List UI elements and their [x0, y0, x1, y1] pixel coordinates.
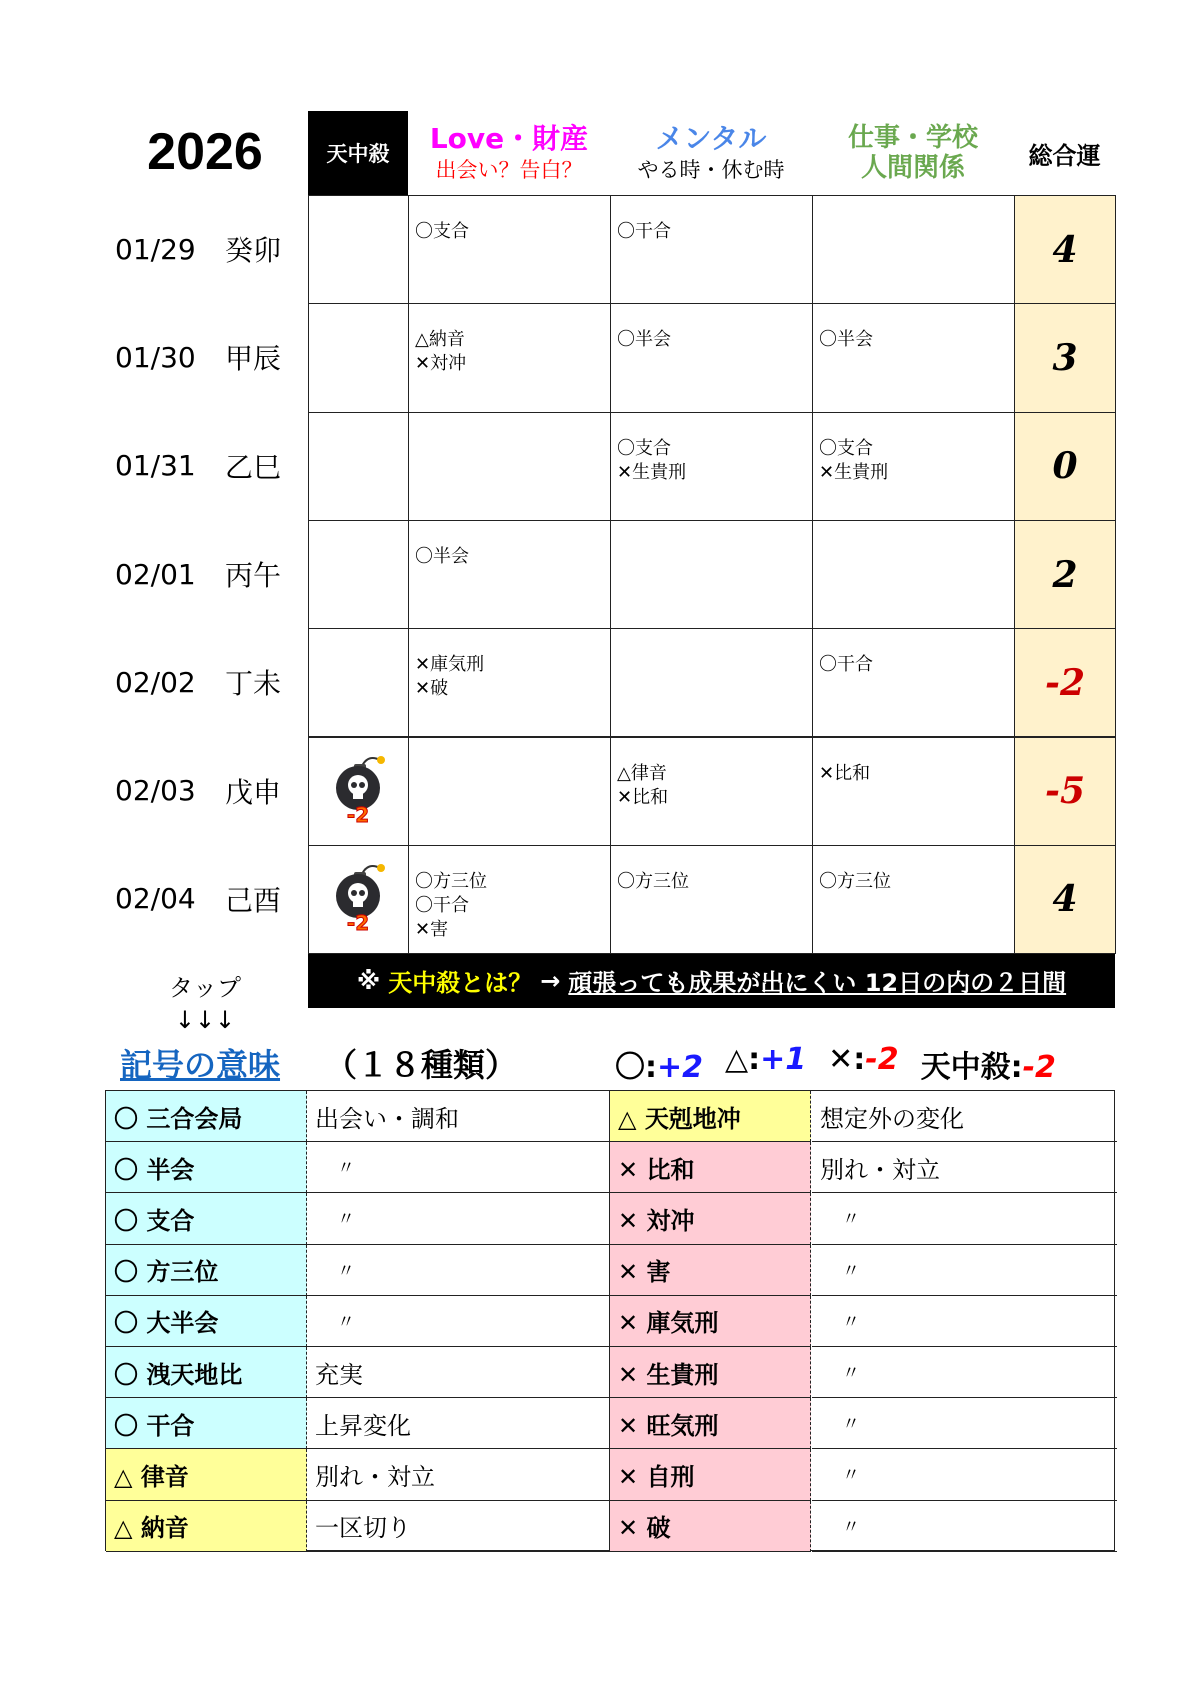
- legend-meaning: 〃: [812, 1193, 1117, 1244]
- svg-text:-2: -2: [346, 802, 369, 824]
- love-cell: [408, 412, 611, 521]
- kanshi-text: 甲辰: [225, 342, 282, 376]
- banner-answer-link[interactable]: 頑張っても成果が出にくい 12日の内の２日間: [568, 969, 1067, 997]
- legend-name: ✕ 対冲: [609, 1193, 811, 1244]
- legend-name: ✕ 自刑: [609, 1449, 811, 1500]
- down-arrows-icon: ↓↓↓: [174, 1006, 236, 1034]
- date-label: [115, 628, 295, 736]
- note-mark: ※: [356, 966, 381, 995]
- legend-name: ✕ 破: [609, 1501, 811, 1552]
- header-tenchusatsu: 天中殺: [308, 111, 408, 195]
- legend-meaning: 〃: [812, 1501, 1117, 1552]
- point-item: [921, 1042, 1056, 1086]
- point-item: [828, 1042, 898, 1086]
- legend-name: ✕ 比和: [609, 1142, 811, 1193]
- work-cell: ✕比和: [812, 737, 1015, 846]
- kanshi-text: 丁未: [225, 667, 282, 701]
- tap-hint: [140, 972, 270, 1036]
- legend-meaning: 別れ・対立: [812, 1142, 1117, 1193]
- legend-meaning: 一区切り: [307, 1501, 609, 1552]
- legend-name: 〇 大半会: [106, 1296, 307, 1347]
- work-cell: 〇支合 ✕生貴刑: [812, 412, 1015, 521]
- header-love: [408, 111, 610, 195]
- love-cell: 〇半会: [408, 520, 611, 629]
- mental-cell: 〇半会: [610, 303, 813, 412]
- legend-meaning: 〃: [812, 1296, 1117, 1347]
- legend-name: 〇 方三位: [106, 1245, 307, 1296]
- tenchusatsu-cell: [308, 628, 409, 737]
- year-title: 2026: [147, 123, 263, 181]
- header-work-title: 仕事・学校: [847, 123, 978, 153]
- date-label: [115, 195, 295, 303]
- bomb-icon: [328, 752, 390, 831]
- tenchusatsu-cell: [308, 303, 409, 412]
- legend-count: （１８種類）: [325, 1046, 518, 1084]
- header-mental-sub: やる時・休む時: [637, 158, 785, 182]
- love-cell: 〇方三位 〇干合 ✕害: [408, 845, 611, 954]
- legend-meaning: 〃: [307, 1245, 609, 1296]
- date-text: 02/01: [115, 557, 196, 591]
- legend-name: 〇 洩天地比: [106, 1347, 307, 1398]
- legend-name: 〇 半会: [106, 1142, 307, 1193]
- tenchusatsu-banner: [308, 953, 1115, 1008]
- legend-name: ✕ 害: [609, 1245, 811, 1296]
- date-text: 01/31: [115, 449, 196, 483]
- legend-name: 〇 干合: [106, 1398, 307, 1449]
- legend-name: △ 納音: [106, 1501, 307, 1552]
- score-cell: -2: [1014, 628, 1116, 737]
- love-cell: △納音 ✕対冲: [408, 303, 611, 412]
- score-cell: 3: [1014, 303, 1116, 412]
- legend-meaning: 〃: [307, 1296, 609, 1347]
- point-value: +2: [657, 1050, 704, 1085]
- legend-meaning: 想定外の変化: [812, 1091, 1117, 1142]
- score-cell: 2: [1014, 520, 1116, 629]
- work-cell: 〇干合: [812, 628, 1015, 737]
- legend-meaning: 充実: [307, 1347, 609, 1398]
- score-cell: 4: [1014, 845, 1116, 954]
- point-symbol: ✕:: [828, 1042, 866, 1077]
- tenchusatsu-cell: [308, 845, 409, 954]
- legend-meaning: 〃: [812, 1347, 1117, 1398]
- date-label: [115, 412, 295, 520]
- legend-name: 〇 支合: [106, 1193, 307, 1244]
- banner-question: 天中殺とは？: [388, 969, 533, 997]
- legend-meaning: 〃: [307, 1142, 609, 1193]
- legend-name: △ 天剋地冲: [609, 1091, 811, 1142]
- work-cell: 〇半会: [812, 303, 1015, 412]
- tenchusatsu-cell: [308, 195, 409, 304]
- mental-cell: △律音 ✕比和: [610, 737, 813, 846]
- kanshi-text: 己酉: [225, 883, 282, 917]
- header-love-sub: 出会い？告白？: [435, 158, 583, 182]
- points-summary: [615, 1042, 1056, 1086]
- work-cell: [812, 195, 1015, 304]
- header-love-title: Love・財産: [429, 122, 589, 155]
- love-cell: 〇支合: [408, 195, 611, 304]
- score-cell: -5: [1014, 737, 1116, 846]
- header-work-sub: 人間関係: [860, 153, 965, 183]
- mental-cell: 〇支合 ✕生貴刑: [610, 412, 813, 521]
- score-cell: 4: [1014, 195, 1116, 304]
- svg-text:-2: -2: [346, 910, 369, 932]
- header-mental: [610, 111, 812, 195]
- point-symbol: 〇:: [615, 1050, 657, 1085]
- tenchusatsu-cell: [308, 737, 409, 846]
- date-text: 02/02: [115, 665, 196, 699]
- legend-meaning: 〃: [812, 1245, 1117, 1296]
- date-text: 01/30: [115, 340, 196, 374]
- kanshi-text: 丙午: [225, 559, 282, 593]
- kanshi-text: 戊申: [225, 775, 282, 809]
- header-total: 総合運: [1028, 141, 1101, 170]
- date-label: [115, 737, 295, 845]
- work-cell: 〇方三位: [812, 845, 1015, 954]
- date-text: 02/04: [115, 882, 196, 916]
- kanshi-text: 癸卯: [225, 234, 282, 268]
- tap-label: タップ: [169, 974, 241, 1002]
- bomb-icon: [328, 860, 390, 939]
- love-cell: [408, 737, 611, 846]
- point-item: [725, 1042, 806, 1086]
- point-value: -2: [1022, 1050, 1056, 1085]
- legend-name: 〇 三合会局: [106, 1091, 307, 1142]
- legend-name: ✕ 庫気刑: [609, 1296, 811, 1347]
- date-text: 01/29: [115, 232, 196, 266]
- legend-meaning: 〃: [812, 1449, 1117, 1500]
- point-item: [615, 1042, 703, 1086]
- mental-cell: 〇干合: [610, 195, 813, 304]
- header-mental-title: メンタル: [655, 122, 767, 155]
- point-symbol: 天中殺:: [920, 1050, 1023, 1085]
- point-value: +1: [760, 1042, 807, 1077]
- date-label: [115, 520, 295, 628]
- legend-meaning: 上昇変化: [307, 1398, 609, 1449]
- work-cell: [812, 520, 1015, 629]
- legend-name: ✕ 生貴刑: [609, 1347, 811, 1398]
- legend-meaning: 別れ・対立: [307, 1449, 609, 1500]
- date-label: [115, 303, 295, 411]
- legend-meaning: 〃: [812, 1398, 1117, 1449]
- header-work: [812, 111, 1014, 195]
- score-cell: 0: [1014, 412, 1116, 521]
- love-cell: ✕庫気刑 ✕破: [408, 628, 611, 737]
- legend-title-link[interactable]: 記号の意味: [120, 1046, 281, 1084]
- tenchusatsu-cell: [308, 520, 409, 629]
- kanshi-text: 乙巳: [225, 450, 282, 484]
- mental-cell: [610, 628, 813, 737]
- legend-meaning: 〃: [307, 1193, 609, 1244]
- date-text: 02/03: [115, 774, 196, 808]
- legend-name: ✕ 旺気刑: [609, 1398, 811, 1449]
- legend-name: △ 律音: [106, 1449, 307, 1500]
- point-value: -2: [865, 1042, 899, 1077]
- legend-meaning: 出会い・調和: [307, 1091, 609, 1142]
- tenchusatsu-cell: [308, 412, 409, 521]
- legend-table: [105, 1090, 1115, 1551]
- mental-cell: [610, 520, 813, 629]
- point-symbol: △:: [725, 1042, 761, 1077]
- banner-arrow: →: [540, 966, 561, 995]
- date-label: [115, 845, 295, 953]
- mental-cell: 〇方三位: [610, 845, 813, 954]
